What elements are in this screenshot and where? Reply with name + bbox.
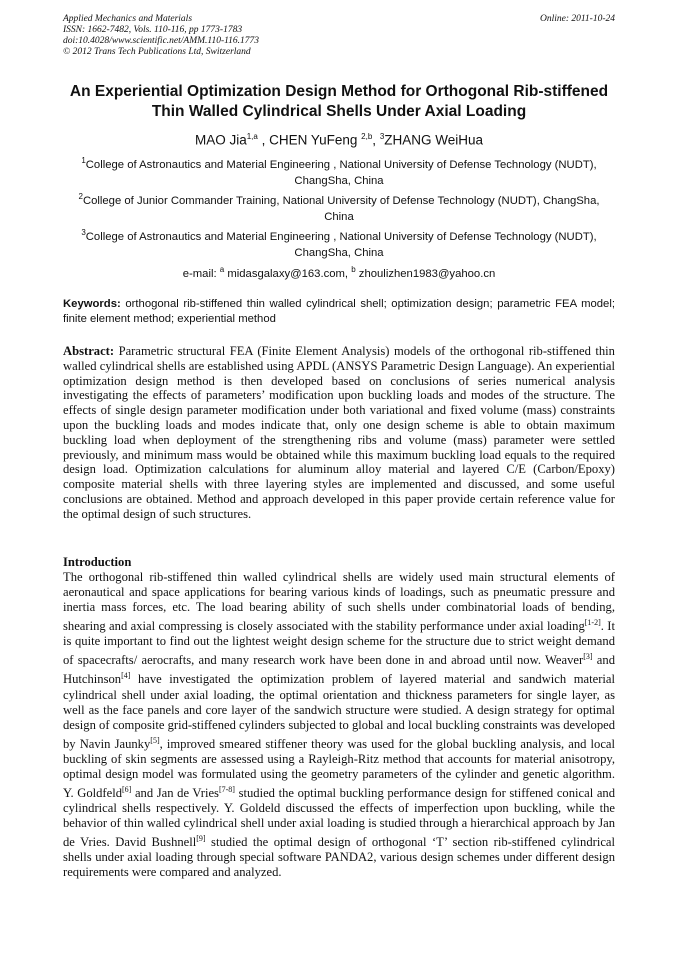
intro-text: , improved smeared stiffener theory was used for the global buckling analysis, and local buckling of skin segments are assessed using a Rayleigh-Ritz method that accounts for material anisotropy, optimal design model was formulated using the geometry parameters of the cylinder and genetic algorithm. Y. Goldfeld: [63, 736, 615, 800]
keywords-paragraph: [63, 297, 615, 327]
journal-name: Applied Mechanics and Materials: [63, 14, 193, 24]
journal-copyright: © 2012 Trans Tech Publications Ltd, Switzerland: [63, 47, 251, 57]
citation: [4]: [121, 671, 131, 681]
author-separator: ,: [257, 132, 270, 148]
intro-text: and Hutchinson: [63, 653, 615, 687]
online-date: Online: 2011-10-24: [539, 14, 615, 24]
citation: [9]: [196, 833, 206, 843]
author-3-sup: 3: [379, 132, 385, 141]
citation: [3]: [583, 652, 593, 662]
affiliation-1-sup: 1: [81, 156, 86, 165]
affiliation-3-sup: 3: [81, 228, 86, 237]
author-list: [63, 128, 615, 150]
author-2-name: CHEN YuFeng: [269, 132, 362, 148]
email-prefix: e-mail:: [182, 267, 220, 280]
email-sup-a: a: [219, 265, 225, 274]
affiliation-1: [63, 153, 615, 189]
affiliation-2: [63, 189, 615, 225]
affiliation-3: [63, 225, 615, 261]
intro-text: studied the optimal design of orthogonal ‘T’ section rib-stiffened cylindrical shells under axial loading through special software PANDA2, various design schemes under different design requirements were compared and analyzed.: [63, 835, 615, 880]
abstract-text: Parametric structural FEA (Finite Element Analysis) models of the orthogonal rib-stiffened thin walled cylindrical shells are established using APDL (ANSYS Parametric Design Language). An experiential optimization design method is then developed based on conclusions of series numerical analysis investigating the effects of parameters’ modification upon buckling loads and modes of the structure. The effects of single design parameter modification under both variational and fixed volume (mass) constraints upon the buckling loads and modes indicate that, only one design scheme is able to obtain maximum buckling load when deployment of the strengthening ribs and volume (mass) parameter were settled previously, and minimum mass would be obtained while this maximum buckling load equals to the required design load. Optimization calculations for aluminum alloy material and layered C/E (Carbon/Epoxy) composite material shells with three layering styles are implemented and discussed, and some useful conclusions are obtained. Method and approach developed in this paper provide certain reference value for the optimal design of such structures.: [63, 344, 615, 521]
author-2-sup: 2,b: [361, 132, 373, 141]
abstract-paragraph: [63, 344, 615, 522]
abstract-label: Abstract:: [63, 344, 115, 358]
citation: [6]: [122, 784, 132, 794]
affiliation-2-text: College of Junior Commander Training, National University of Defense Technology (NUDT), ChangSha, China: [82, 194, 600, 223]
introduction-heading: Introduction: [63, 555, 132, 569]
email-sup-b: b: [351, 265, 356, 274]
intro-text: studied the optimal buckling performance design for stiffened conical and cylindrical shells respectively. Y. Goldeld discussed the effects of imperfection upon buckling, while the behavior of thin walled cylindrical shell under axial loading is studied through a hierarchical approach by Jan de Vries. David Bushnell: [63, 785, 616, 850]
journal-doi: doi:10.4028/www.scientific.net/AMM.110-116.1773: [63, 36, 260, 46]
author-1-sup: 1,a: [246, 132, 258, 141]
citation: [5]: [150, 735, 160, 745]
author-3-name: ZHANG WeiHua: [384, 132, 484, 148]
intro-text: The orthogonal rib-stiffened thin walled cylindrical shells are widely used main structural elements of aeronautical and space applications for bearing various kinds of loadings, such as pneumatic pressure and inertia mass forces, etc. The load bearing ability of such shells under combinatorial loads of bending, shearing and axial compressing is closely associated with the stability performance under axial loading: [63, 570, 615, 634]
journal-issn: ISSN: 1662-7482, Vols. 110-116, pp 1773-1783: [63, 25, 243, 35]
introduction-paragraph: [63, 570, 615, 880]
paper-title: An Experiential Optimization Design Method for Orthogonal Rib-stiffened Thin Walled Cylindrical Shells Under Axial Loading: [69, 83, 609, 120]
email-address-b: zhoulizhen1983@yahoo.cn: [355, 267, 496, 280]
intro-text: . It is quite important to find out the lightest weight design scheme for the structure due to strict weight demand of spacecrafts/ aerocrafts, and many research work have been done in and abroad until now. Weaver: [63, 619, 615, 668]
intro-text: and Jan de Vries: [131, 785, 219, 800]
keywords-text: orthogonal rib-stiffened thin walled cylindrical shell; optimization design; parametric FEA model; finite element method; experiential method: [63, 298, 615, 325]
author-1-name: MAO Jia: [194, 132, 247, 148]
affiliation-2-sup: 2: [78, 192, 83, 201]
email-address-a: midasgalaxy@163.com,: [224, 267, 352, 280]
journal-header: [63, 14, 615, 58]
intro-text: have investigated the optimization problem of layered material and sandwich material cylindrical shell under axial loading, the optimal orientation and thickness parameters for single layer, as well as the face panels and core layer of the sandwich structure were studied. A design strategy for optimal design of composite grid-stiffened cylinders subjected to global and local buckling constraints was developed by Navin Jaunky: [63, 672, 616, 751]
affiliation-1-text: College of Astronautics and Material Engineering , National University of Defense Technology (NUDT), ChangSha, China: [85, 158, 597, 187]
keywords-label: Keywords:: [63, 298, 121, 310]
author-separator: ,: [372, 132, 380, 148]
citation: [1-2]: [584, 618, 601, 627]
citation: [7-8]: [218, 784, 235, 794]
email-line: [63, 262, 615, 282]
affiliation-3-text: College of Astronautics and Material Engineering , National University of Defense Technology (NUDT), ChangSha, China: [85, 230, 597, 259]
